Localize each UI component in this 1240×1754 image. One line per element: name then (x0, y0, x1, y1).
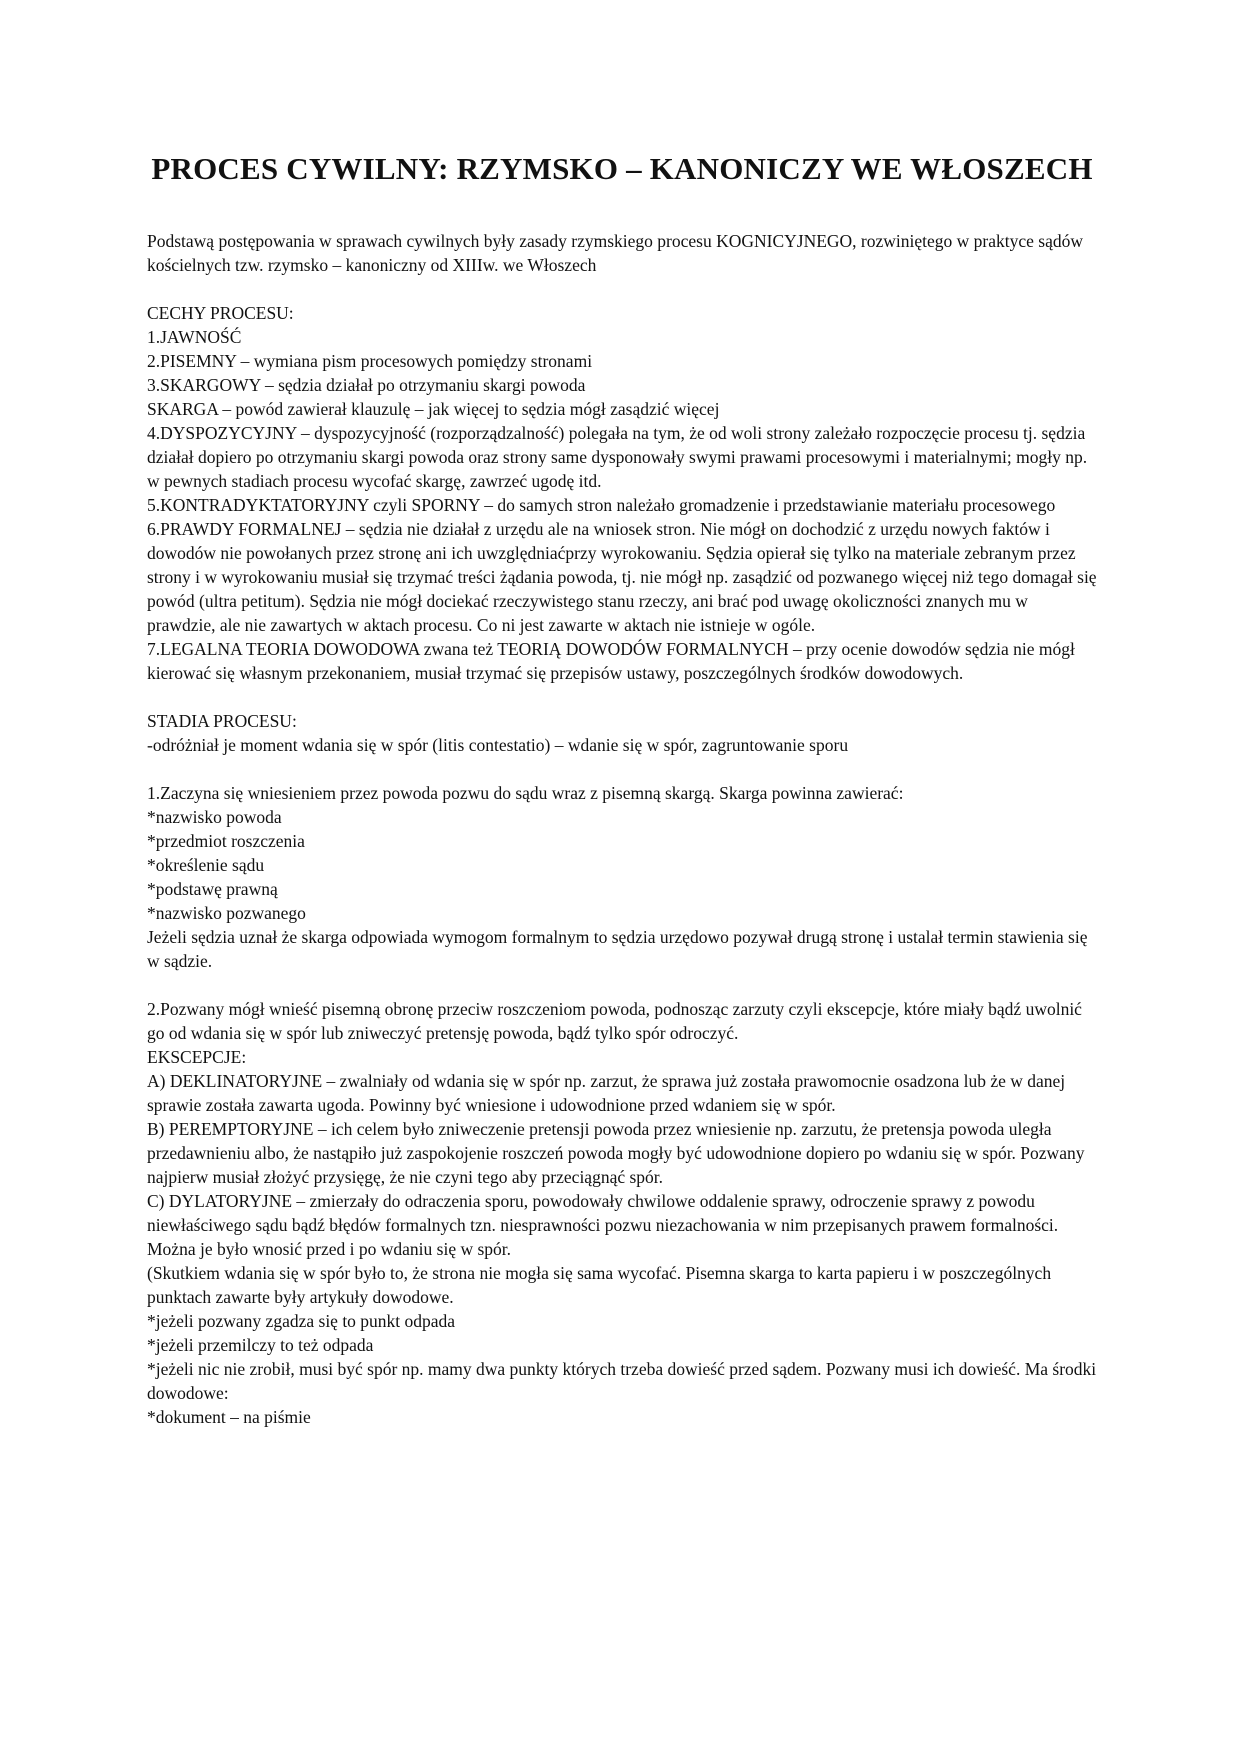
list-item: *przedmiot roszczenia (147, 831, 305, 851)
stadia-heading: STADIA PROCESU: (147, 711, 297, 731)
cechy-item: 2.PISEMNY – wymiana pism procesowych pomiędzy stronami (147, 351, 593, 371)
intro-paragraph: Podstawą postępowania w sprawach cywilnych były zasady rzymskiego procesu KOGNICYJNEGO, rozwiniętego w praktyce sądów kościelnych tzw. rzymsko – kanoniczny od XIIIw. we Włoszech (147, 231, 1084, 275)
list-item: *nazwisko pozwanego (147, 903, 306, 923)
list-item: *nazwisko powoda (147, 807, 282, 827)
cechy-item: SKARGA – powód zawierał klauzulę – jak więcej to sędzia mógł zasądzić więcej (147, 399, 720, 419)
list-item: *określenie sądu (147, 855, 265, 875)
stadia-line: -odróżniał je moment wdania się w spór (litis contestatio) – wdanie się w spór, zagruntowanie sporu (147, 735, 849, 755)
stage-1-end: Jeżeli sędzia uznał że skarga odpowiada wymogom formalnym to sędzia urzędowo pozywał drugą stronę i ustalał termin stawienia się w sądzie. (147, 927, 1088, 971)
document-page (147, 148, 1097, 1429)
list-item: *jeżeli pozwany zgadza się to punkt odpada (147, 1311, 456, 1331)
cechy-heading: CECHY PROCESU: (147, 303, 294, 323)
stage-2-paragraph: 2.Pozwany mógł wnieść pisemną obronę przeciw roszczeniom powoda, podnosząc zarzuty czyli ekscepcje, które miały bądź uwolnić go od wdania się w spór lub zniweczyć pretensję powoda, bądź tylko spór odroczyć. (147, 999, 1082, 1043)
cechy-item: 3.SKARGOWY – sędzia działał po otrzymaniu skargi powoda (147, 375, 586, 395)
note-paragraph: (Skutkiem wdania się w spór było to, że strona nie mogła się sama wycofać. Pisemna skarga to karta papieru i w poszczególnych punktach zawarte były artykuły dowodowe. (147, 1263, 1052, 1307)
cechy-item: 7.LEGALNA TEORIA DOWODOWA zwana też TEORIĄ DOWODÓW FORMALNYCH – przy ocenie dowodów sędzia nie mógł kierować się własnym przekonaniem, musiał trzymać się przepisów ustawy, poszczególnych środków dowodowych. (147, 639, 1075, 683)
ekscepcje-item: C) DYLATORYJNE – zmierzały do odraczenia sporu, powodowały chwilowe oddalenie sprawy, odroczenie sprawy z powodu niewłaściwego sądu bądź błędów formalnych tzn. niesprawności pozwu niezachowania w nim przepisanych prawem formalności. Można je było wnosić przed i po wdaniu się w spór. (147, 1191, 1059, 1259)
ekscepcje-item: A) DEKLINATORYJNE – zwalniały od wdania się w spór np. zarzut, że sprawa już została prawomocnie osadzona lub że w danej sprawie została zawarta ugoda. Powinny być wniesione i udowodnione przed wdaniem się w spór. (147, 1071, 1066, 1115)
list-item: *jeżeli przemilczy to też odpada (147, 1335, 374, 1355)
cechy-item: 6.PRAWDY FORMALNEJ – sędzia nie działał z urzędu ale na wniosek stron. Nie mógł on dochodzić z urzędu nowych faktów i dowodów nie powołanych przez stronę ani ich uwzględniaćprzy wyrokowaniu. Sędzia opierał się tylko na materiale zebranym przez strony i w wyrokowaniu musiał się trzymać treści żądania powoda, tj. nie mógł np. zasądzić od pozwanego więcej niż tego domagał się powód (ultra petitum). Sędzia nie mógł dociekać rzeczywistego stanu rzeczy, ani brać pod uwagę okoliczności znanych mu w prawdzie, ale nie zawartych w aktach procesu. Co ni jest zawarte w aktach nie istnieje w ogóle. (147, 519, 1097, 635)
cechy-item: 5.KONTRADYKTATORYJNY czyli SPORNY – do samych stron należało gromadzenie i przedstawianie materiału procesowego (147, 495, 1056, 515)
cechy-item: 1.JAWNOŚĆ (147, 327, 242, 347)
document-title: PROCES CYWILNY: RZYMSKO – KANONICZY WE WŁOSZECH (151, 151, 1093, 186)
ekscepcje-item: B) PEREMPTORYJNE – ich celem było zniweczenie pretensji powoda przez wniesienie np. zarzutu, że pretensja powoda uległa przedawnieniu albo, że nastąpiło już zaspokojenie roszczeń powoda mogły być udowodnione dopiero po wdaniu się w spór. Pozwany najpierw musiał złożyć przysięgę, że nie czyni tego aby przeciągnąć spór. (147, 1119, 1085, 1187)
stage-1-intro: 1.Zaczyna się wniesieniem przez powoda pozwu do sądu wraz z pisemną skargą. Skarga powinna zawierać: (147, 783, 904, 803)
ekscepcje-heading: EKSCEPCJE: (147, 1047, 247, 1067)
list-item: *podstawę prawną (147, 879, 278, 899)
cechy-item: 4.DYSPOZYCYJNY – dyspozycyjność (rozporządzalność) polegała na tym, że od woli strony zależało rozpoczęcie procesu tj. sędzia działał dopiero po otrzymaniu skargi powoda oraz strony same dysponowały swymi prawami procesowymi i materialnymi; mogły np. w pewnych stadiach procesu wycofać skargę, zawrzeć ugodę itd. (147, 423, 1088, 491)
list-item: *jeżeli nic nie zrobił, musi być spór np. mamy dwa punkty których trzeba dowieść przed sądem. Pozwany musi ich dowieść. Ma środki dowodowe: (147, 1359, 1097, 1403)
list-item: *dokument – na piśmie (147, 1407, 311, 1427)
